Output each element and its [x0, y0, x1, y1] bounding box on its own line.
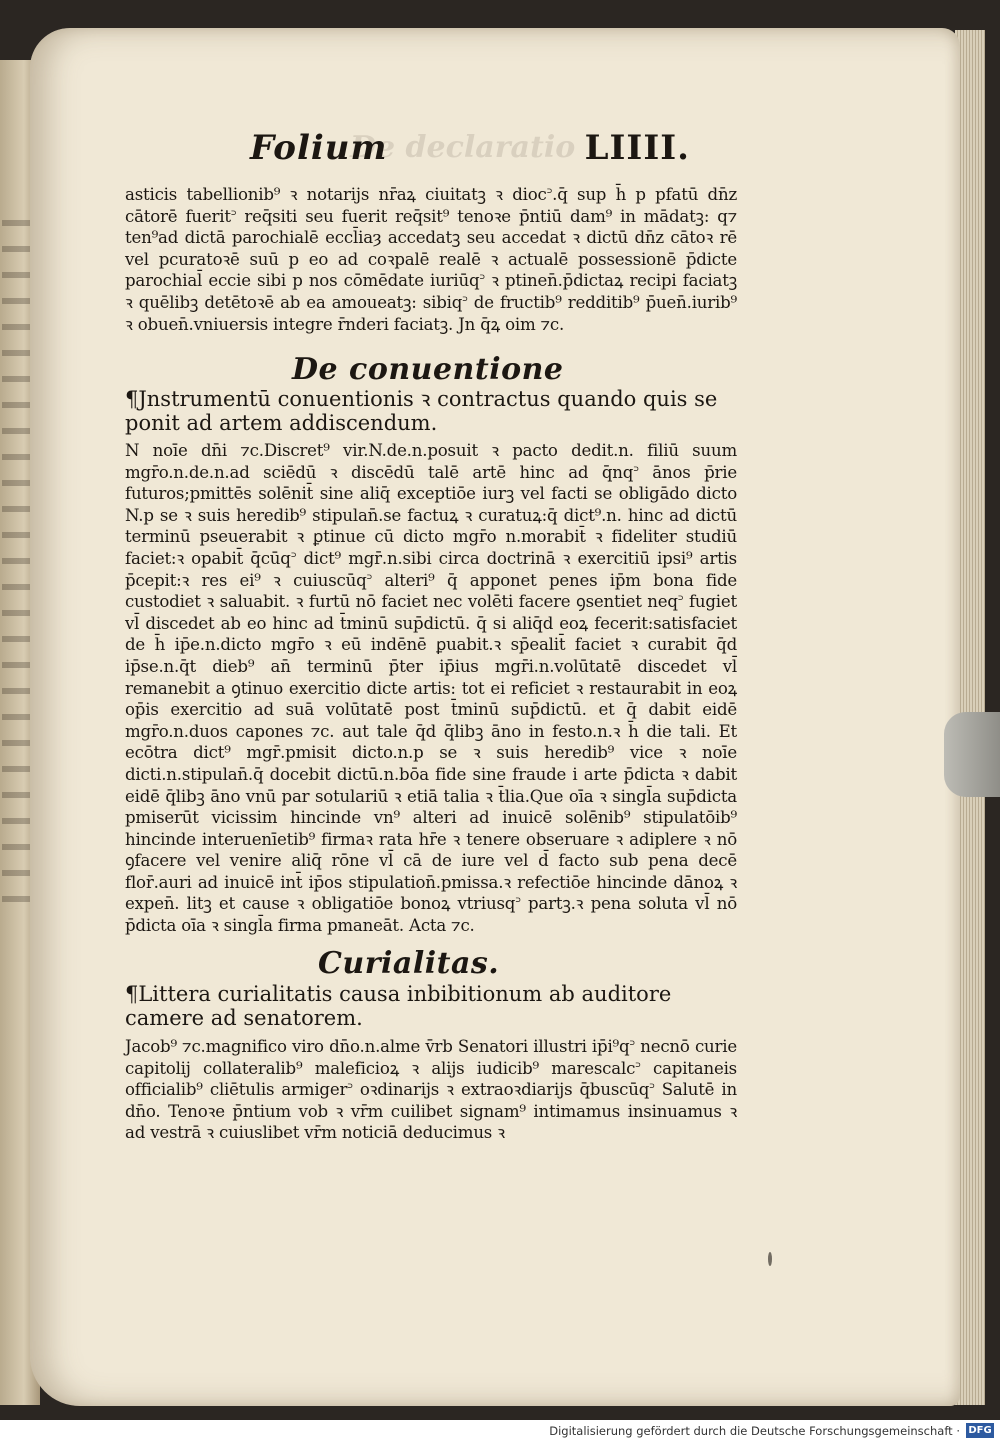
section-title-curialitas: Curialitas.	[318, 946, 500, 981]
dfg-logo: DFG	[966, 1423, 994, 1438]
section-title-conuentione: De conuentione	[292, 352, 564, 387]
top-paragraph: asticis tabellionib⁹ ꝛ notarijs nr̄aꝝ ciuitatꝫ ꝛ dioc꜄.q̄ sup h̄ p pfatū dn̄z cātorē fuerit꜄ req̄siti seu fuerit req̄sit⁹ tenoꝛe p̄ntiū dam⁹ in mādatꝫ: q⁊ ten⁹ad dictā parochialē eccl̄iaȝ accedatꝫ seu accedat ꝛ dictū dn̄z cātoꝛ rē vel pcuratoꝛē suū p eo ad coꝛpalē realē ꝛ actualē possessionē p̄dicte parochial̄ eccie sibi p nos cōmēdate iuriūq꜄ ꝛ ptinen̄.p̄dictaꝝ recipi faciatꝫ ꝛ quēlibꝫ detētoꝛē ab ea amoueatꝫ: sibiq꜄ de fructib⁹ redditib⁹ p̄uen̄.iurib⁹ ꝛ obuen̄.vniuersis integre r̄nderi faciatꝫ. Jn q̄ꝝ oim ⁊c.	[125, 185, 737, 334]
section-subhead-curialitas: ¶Littera curialitatis causa inbibitionum ab auditore camere ad senatorem.	[125, 982, 672, 1030]
section-subhead-conuentione: ¶Jnstrumentū conuentionis ꝛ contractus quando quis se ponit ad artem addiscendum.	[125, 387, 718, 435]
body-curialitas: Jacob⁹ ⁊c.magnifico viro dn̄o.n.alme v̄rb Senatori illustri ip̄i⁹q꜄ necnō curie capitolij collateralib⁹ maleficioꝝ ꝛ alijs iudicib⁹ marescalc꜄ capitaneis officialib⁹ cliētulis armiger꜄ oꝛdinarijs ꝛ extraoꝛdiarijs q̄buscūq꜄ Salutē in dn̄o. Tenoꝛe p̄ntium vob ꝛ vr̄m cuilibet signam⁹ intimamus insinuamus ꝛ ad vestrā ꝛ cuiuslibet vr̄m noticiā deducimus ꝛ	[125, 1037, 737, 1143]
folio-number: LIIII.	[584, 128, 690, 168]
footer-credit: Digitalisierung gefördert durch die Deutsche Forschungsgemeinschaft ·	[549, 1424, 960, 1438]
ink-speck	[768, 1252, 772, 1266]
header-folium: Folium	[250, 128, 388, 168]
body-conuentione: N noīe dn̄i ⁊c.Discret⁹ vir.N.de.n.posuit ꝛ pacto dedit.n. filiū suum mgr̄o.n.de.n.ad sciēdū ꝛ discēdū talē artē hinc ad q̄nq꜄ ānos p̄rie futuros;pmittēs solēnit̄ sine aliq̄ exceptiōe iurꝫ vel facti se obligādo dicto N.p se ꝛ suis heredib⁹ stipulan̄.se factuꝝ ꝛ curatuꝝ:q̄ dict⁹.n. hinc ad dictū terminū pseuerabit ꝛ ꝑtinue cū dicto mgr̄o n.morabit̄ ꝛ fideliter studiū faciet:ꝛ opabit̄ q̄cūq꜄ dict⁹ mgr̄.n.sibi circa doctrinā ꝛ exercitiū ipsi⁹ artis p̄cepit:ꝛ res ei⁹ ꝛ cuiuscūq꜄ alteri⁹ q̄ apponet penes ip̄m bona fide custodiet ꝛ saluabit. ꝛ furtū nō faciet nec volēti facere ꝯsentiet neq꜄ fugiet vl̄ discedet ab eo hinc ad t̄minū sup̄dictū. q̄ si aliq̄d eoꝝ fecerit:satisfaciet de h̄ ip̄e.n.dicto mgr̄o ꝛ eū indēnē ꝑuabit.ꝛ sp̄ealit̄ faciet ꝛ curabit q̄d ip̄se.n.q̄t dieb⁹ an̄ terminū p̄ter ip̄ius mgr̄i.n.volūtatē discedet vl̄ remanebit a ꝯtinuo exercitio dicte artis: tot ei reficiet ꝛ restaurabit in eoꝝ op̄is exercitio ad suā volūtatē post t̄minū sup̄dictū. et q̄ dabit eidē mgr̄o.n.duos capones ⁊c. aut tale q̄d q̄libꝫ āno in festo.n.ꝛ h̄ die tali. Et ecōtra dict⁹ mgr̄.pmisit dicto.n.p se ꝛ suis heredib⁹ vice ꝛ noīe dicti.n.stipulan̄.q̄ docebit dictū.n.bōa fide sine fraude i arte p̄dicta ꝛ dabit eidē q̄libꝫ āno vnū par sotulariū ꝛ etiā talia ꝛ t̄lia.Que oīa ꝛ singl̄a sup̄dicta pmiserūt vicissim hincinde vn⁹ alteri ad inuicē solēnib⁹ stipulatōib⁹ hincinde interuenīetib⁹ firmaꝛ rata hr̄e ꝛ tenere obseruare ꝛ adiplere ꝛ nō ꝯfacere vel venire aliq̄ rōne vl̄ cā de iure vel d̄ facto sub pena decē flor̄.auri ad inuicē int̄ ip̄os stipulation̄.pmissa.ꝛ refectiōe hincinde dānoꝝ ꝛ expen̄. litꝫ et cause ꝛ obligatiōe bonoꝝ vtriusq꜄ partꝫ.ꝛ pena soluta vl̄ nō p̄dicta oīa ꝛ singl̄a firma pmaneāt. Acta ⁊c.	[125, 441, 737, 936]
page-header	[250, 128, 690, 168]
header-bleed-through: De declaratio	[350, 130, 576, 165]
digitization-footer	[0, 1420, 1000, 1442]
page-marker-tab	[944, 712, 1000, 797]
